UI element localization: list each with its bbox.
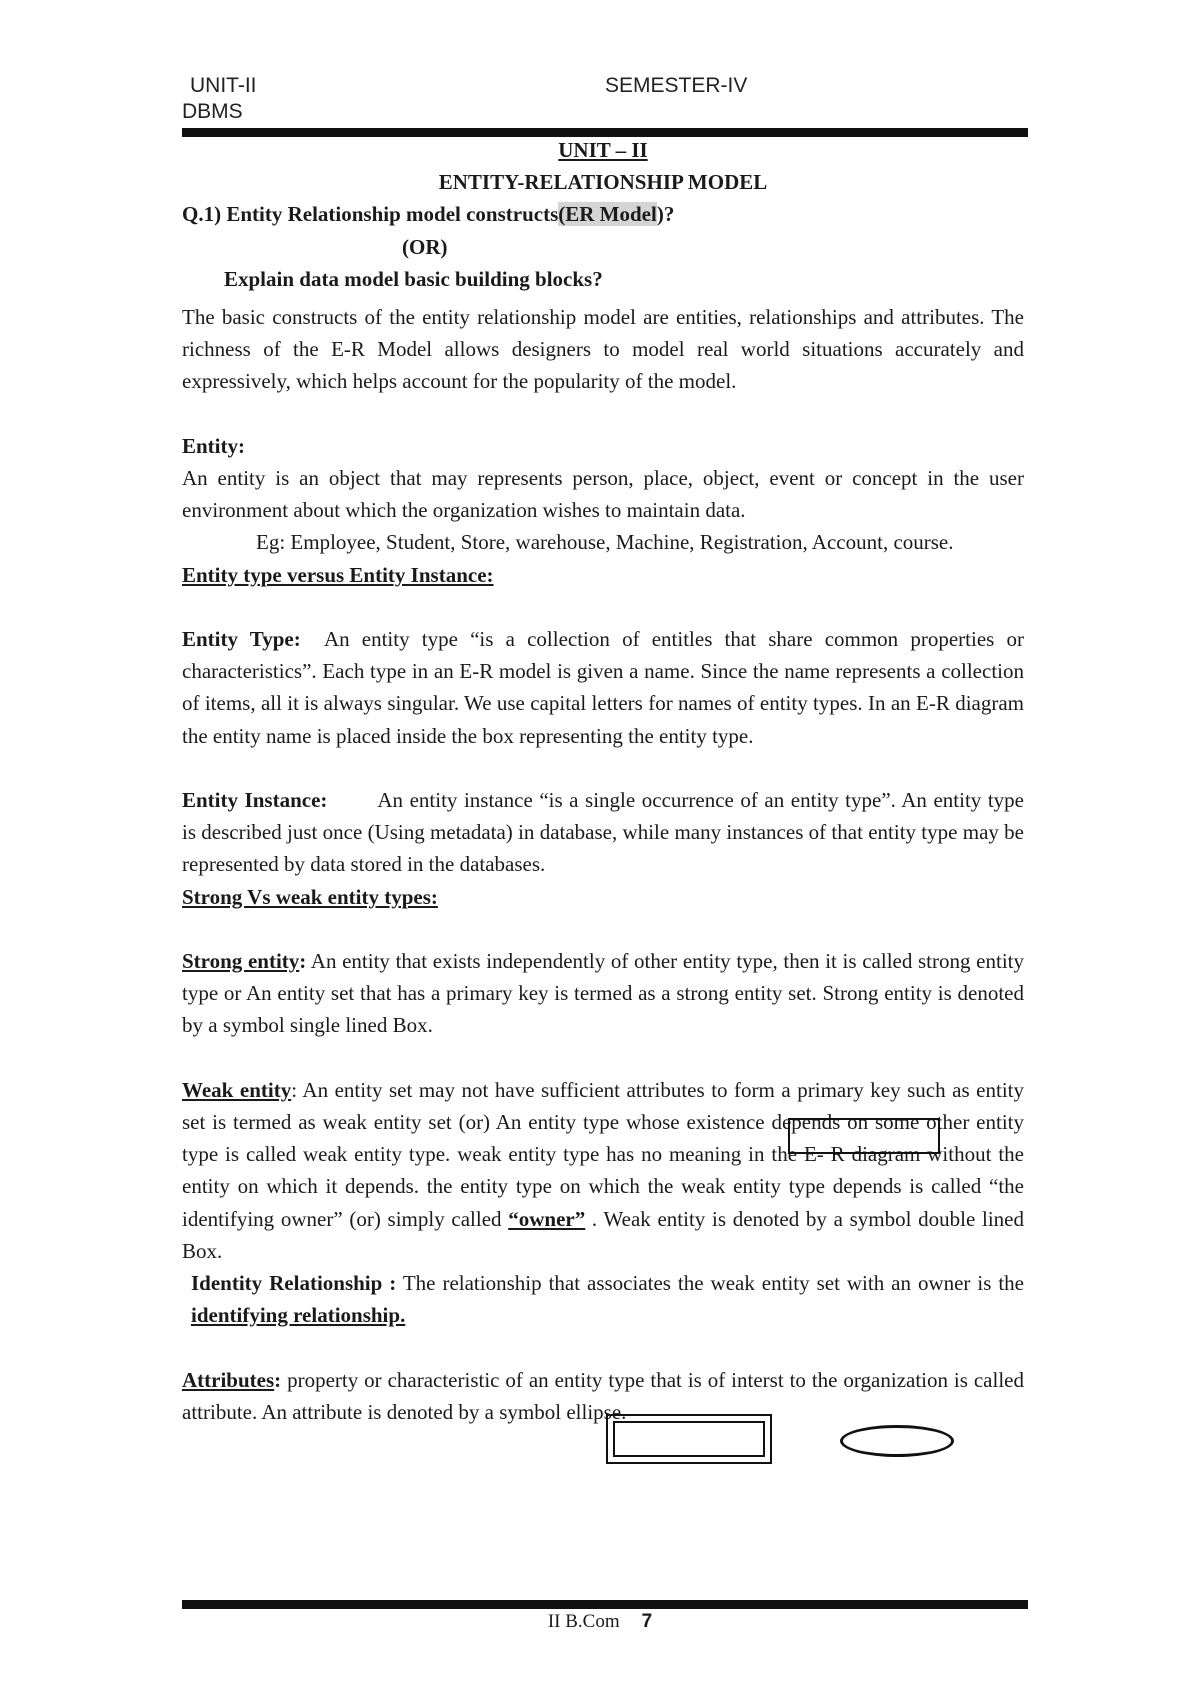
entity-type-label: Entity Type:: [182, 627, 301, 652]
question-prefix: Q.1) Entity Relationship model constructs: [182, 202, 559, 227]
attributes-colon: :: [274, 1367, 282, 1392]
question-or: (OR): [402, 234, 448, 259]
question-suffix: )?: [656, 202, 675, 227]
strong-entity-colon: :: [299, 949, 307, 974]
identity-relationship-paragraph: [182, 1267, 1024, 1331]
footer: [0, 1611, 1200, 1633]
identity-relationship-label: Identity Relationship :: [191, 1271, 397, 1296]
weak-entity-text: An entity set may not have sufficient attributes to form a primary key such as entity set is termed as weak entity set (or) An entity type whose existence depends on some other entity type is called weak entity type. weak entity type has no meaning in the E- R diagram without the entity on which it depends. the entity type on which the weak entity type depends is called “the identifying owner” (or) simply called: [182, 1077, 1024, 1231]
question-alt: Explain data model basic building blocks?: [224, 266, 603, 291]
question-highlight: (ER Model: [558, 202, 657, 227]
weak-entity-colon: :: [291, 1077, 298, 1102]
page-body: [182, 134, 1024, 1428]
attributes-paragraph: [182, 1364, 1024, 1428]
unit-title: UNIT – II: [558, 138, 648, 162]
owner-term: “owner”: [508, 1206, 586, 1231]
entity-type-text: An entity type “is a collection of entitles that share common properties or characteristics”. Each type in an E-R model is given a name. Since the name represents a collection of items, all it is always singular. We use capital letters for names of entity types. In an E-R diagram the entity name is placed inside the box representing the entity type.: [182, 627, 1024, 748]
weak-entity-inner-box: [613, 1421, 765, 1457]
entity-instance-paragraph: [182, 784, 1024, 881]
attributes-label: Attributes: [182, 1367, 275, 1392]
type-vs-instance-heading: Entity type versus Entity Instance:: [182, 562, 494, 587]
entity-type-paragraph: [182, 623, 1024, 752]
identifying-relationship-term: identifying relationship.: [191, 1303, 406, 1328]
page-number: 7: [641, 1611, 653, 1632]
question-line: [182, 198, 1024, 230]
header-semester: SEMESTER-IV: [605, 74, 748, 97]
entity-example: Eg: Employee, Student, Store, warehouse, Machine, Registration, Account, course.: [256, 530, 954, 555]
weak-entity-paragraph: [182, 1074, 1024, 1267]
strong-entity-symbol: [788, 1118, 940, 1154]
weak-entity-text-end: . Weak entity is denoted by a symbol double lined Box.: [182, 1206, 1024, 1263]
weak-entity-symbol: [606, 1414, 772, 1464]
entity-instance-text: An entity instance “is a single occurrence of an entity type”. An entity type is described just once (Using metadata) in database, while many instances of that entity type may be represented by data stored in the databases.: [182, 788, 1025, 877]
intro-paragraph: The basic constructs of the entity relationship model are entities, relationships and attributes. The richness of the E-R Model allows designers to model real world situations accurately and expressively, which helps account for the popularity of the model.: [182, 305, 1024, 394]
entity-heading: Entity:: [182, 433, 245, 458]
strong-entity-label: Strong entity: [182, 949, 300, 974]
strong-entity-paragraph: [182, 945, 1024, 1042]
header-unit: UNIT-II: [190, 74, 257, 97]
footer-rule: [182, 1600, 1028, 1609]
chapter-title: ENTITY-RELATIONSHIP MODEL: [438, 170, 768, 195]
identity-relationship-text: The relationship that associates the weak entity set with an owner is the: [396, 1271, 1024, 1296]
entity-instance-label: Entity Instance:: [182, 788, 328, 813]
header-subject: DBMS: [182, 100, 243, 123]
entity-definition: An entity is an object that may represents person, place, object, event or concept in the user environment about which the organization wishes to maintain data.: [182, 466, 1024, 523]
footer-course: II B.Com: [547, 1611, 620, 1632]
attribute-ellipse-symbol: [840, 1425, 954, 1457]
strong-entity-text: An entity that exists independently of other entity type, then it is called strong entity type or An entity set that has a primary key is termed as a strong entity set. Strong entity is denoted by a symbol single lined Box.: [182, 949, 1024, 1038]
strong-weak-heading: Strong Vs weak entity types:: [182, 884, 438, 909]
weak-entity-label: Weak entity: [182, 1077, 292, 1102]
attributes-text: property or characteristic of an entity type that is of interst to the organization is called attribute. An attribute is denoted by a symbol ellipse.: [182, 1367, 1024, 1424]
